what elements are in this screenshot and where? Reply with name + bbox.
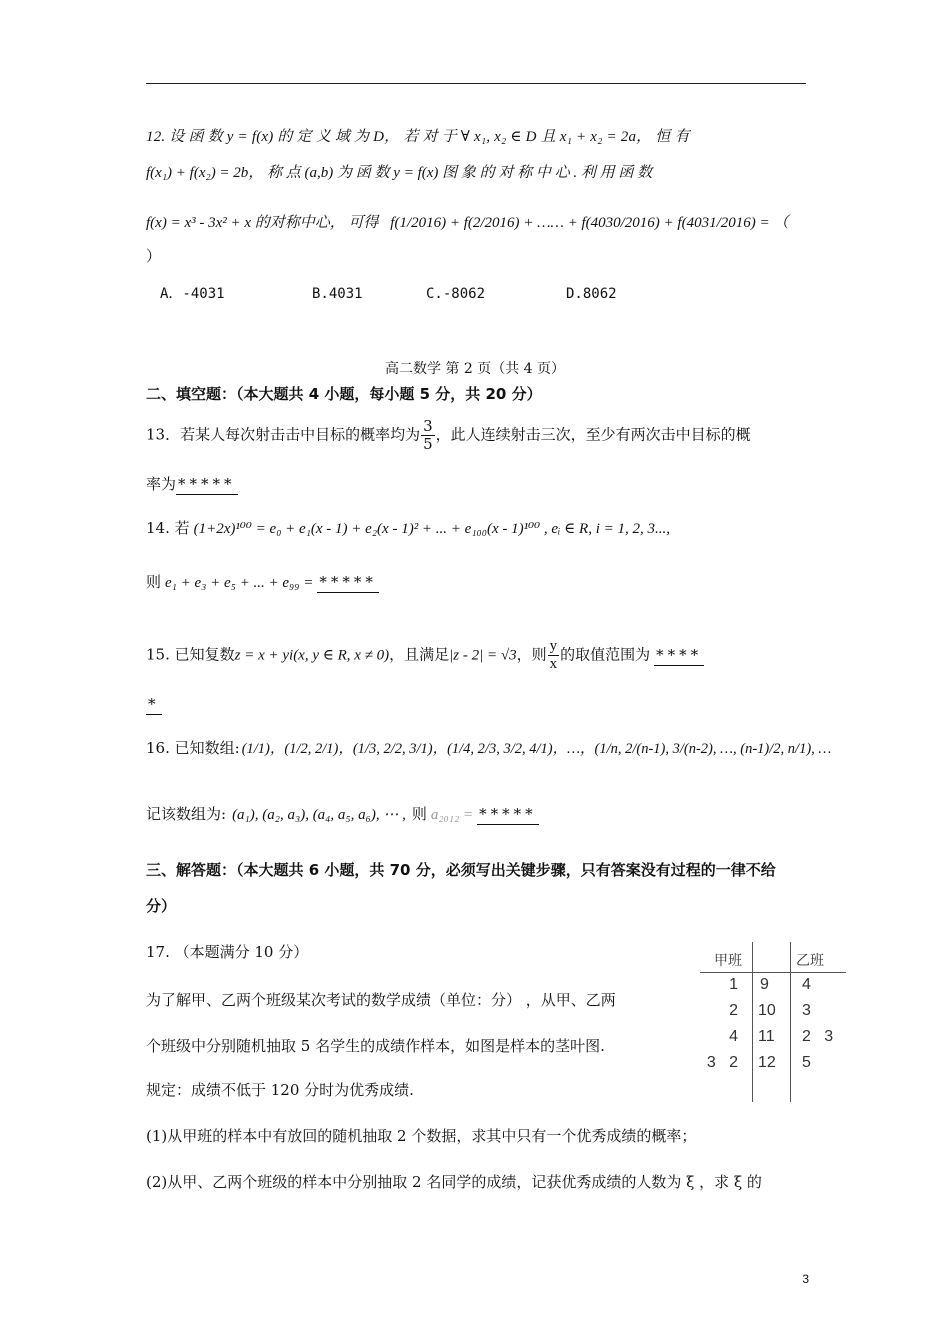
q15-text: 15. 已知复数 (146, 645, 235, 664)
q12-line3-text: f(x) = x³ - 3x² + x 的对称中心， 可得 (146, 215, 379, 231)
q16-text-b: 记该数组为: (146, 805, 227, 823)
header-divider (700, 972, 846, 973)
q16-expression3: a₂₀₁₂ = (430, 807, 474, 823)
q16-answer-blank[interactable]: ***** (479, 805, 537, 823)
q15-answer-blank[interactable]: **** (656, 645, 703, 664)
q14-line2 (146, 572, 379, 593)
q15-expression2: |z - 2| = √3 (449, 647, 517, 664)
q13-text-c: 率为 (146, 475, 177, 493)
option-b: B.4031 (312, 286, 363, 302)
left-class-header: 甲班 (714, 952, 742, 968)
section3-heading-line1: 三、解答题：（本大题共 6 小题，共 70 分，必须写出关键步骤，只有答案没有过程的一律不给 (146, 861, 776, 879)
left-leaf: 3 2 (706, 1054, 738, 1071)
q14-expression2: e₁ + e₃ + e₅ + ... + e₉₉ = (165, 575, 314, 591)
stem-leaf-plot (700, 942, 850, 1102)
stem: 12 (758, 1054, 776, 1071)
q15-text-c: ，则 (516, 645, 547, 664)
q16-line2 (146, 804, 539, 825)
q15-line1 (146, 638, 704, 673)
stem-divider-left (752, 942, 753, 1102)
q15-text-d: 的取值范围为 (560, 645, 651, 664)
q17-paragraph3: 规定：成绩不低于 120 分时为优秀成绩. (146, 1081, 414, 1099)
option-a: A．-4031 (160, 286, 225, 302)
q13-fraction (421, 418, 435, 453)
q16-text: 16. 已知数组: (146, 739, 240, 757)
q16-expression: (1/1)，(1/2, 2/1)，(1/3, 2/2, 3/1)，(1/4, 2/3, 3/2, 4/1)，…，(1/n, 2/(n-1), 3/(n-2), …, (n-1)/2, n/1), … (241, 741, 832, 757)
q14-answer-blank[interactable]: ***** (319, 573, 377, 591)
q17-paragraph5: (2)从甲、乙两个班级的样本中分别抽取 2 名同学的成绩，记获优秀成绩的人数为 ξ ，求 ξ 的 (146, 1173, 762, 1191)
left-leaf: 1 (729, 976, 738, 993)
q15-expression: z = x + yi(x, y ∈ R, x ≠ 0) (234, 647, 390, 664)
right-leaf: 3 (802, 1002, 811, 1019)
q12-options (146, 284, 806, 304)
right-class-header: 乙班 (796, 952, 824, 968)
q15-text-b: ，且满足 (389, 645, 450, 664)
stem-divider-right (790, 942, 791, 1102)
section2-heading: 二、填空题：（本大题共 4 小题，每小题 5 分，共 20 分） (146, 385, 542, 403)
q14-line1 (146, 518, 670, 539)
q17-paragraph2: 个班级中分别随机抽取 5 名学生的成绩作样本，如图是样本的茎叶图. (146, 1037, 605, 1055)
q17-paragraph1: 为了解甲、乙两个班级某次考试的数学成绩（单位：分） ，从甲、乙两 (146, 991, 616, 1009)
q12-line1: 12. 设 函 数 y = f(x) 的 定 义 域 为 D， 若 对 于 ∀ x₁, x₂ ∈ D 且 x₁ + x₂ = 2a， 恒 有 (146, 129, 690, 145)
stem: 10 (758, 1002, 776, 1019)
q14-expression: (1+2x)¹⁰⁰ = e₀ + e₁(x - 1) + e₂(x - 1)² + ... + e₁₀₀(x - 1)¹⁰⁰ , eᵢ ∈ R, i = 1, 2, 3..., (193, 521, 670, 537)
q15-fraction (548, 638, 560, 673)
q14-text: 14. 若 (146, 519, 190, 537)
q12-line3 (146, 213, 788, 233)
right-leaf: 2 3 (802, 1028, 834, 1045)
q16-text-c: 则 (411, 805, 427, 823)
q13-line1 (146, 418, 751, 453)
header-rule (146, 83, 806, 84)
q13-answer-blank[interactable]: ***** (178, 475, 236, 493)
right-leaf: 4 (802, 976, 811, 993)
q15-frac-den: x (549, 656, 558, 672)
q14-text-b: 则 (146, 573, 162, 591)
q13-line2 (146, 474, 238, 495)
right-leaf: 5 (802, 1054, 811, 1071)
left-leaf: 4 (729, 1028, 738, 1045)
stem: 9 (760, 976, 769, 993)
page-number: 3 (802, 1272, 809, 1286)
q13-frac-den: 5 (423, 435, 433, 453)
page-footer: 高二数学 第 2 页（共 4 页） (384, 361, 566, 377)
q16-line1 (146, 738, 831, 759)
section3-heading-line2: 分） (146, 897, 177, 915)
q12-line2: f(x₁) + f(x₂) = 2b， 称 点 (a,b) 为 函 数 y = f(x) 图 象 的 对 称 中 心 . 利 用 函 数 (146, 165, 653, 181)
left-leaf: 2 (729, 1002, 738, 1019)
q15-answer-blank-cont[interactable]: * (148, 695, 160, 713)
option-d: D.8062 (566, 286, 617, 302)
q13-text-b: ，此人连续射击三次，至少有两次击中目标的概 (435, 425, 751, 444)
q17-paragraph4: (1)从甲班的样本中有放回的随机抽取 2 个数据，求其中只有一个优秀成绩的概率； (146, 1127, 697, 1145)
stem: 11 (758, 1028, 775, 1045)
option-c: C.-8062 (426, 286, 486, 302)
q15-frac-num: y (549, 638, 558, 654)
q12-expression: f(1/2016) + f(2/2016) + …… + f(4030/2016) + f(4031/2016) = （ (390, 215, 789, 231)
q17-title: 17. （本题满分 10 分） (146, 943, 309, 961)
q13-frac-num: 3 (423, 417, 433, 435)
q13-text: 13．若某人每次射击击中目标的概率均为 (146, 425, 421, 444)
q16-expression2: (a₁), (a₂, a₃), (a₄, a₅, a₆), ⋯ , (232, 807, 406, 823)
q12-line4: ） (146, 247, 162, 265)
q15-line2 (146, 694, 162, 715)
